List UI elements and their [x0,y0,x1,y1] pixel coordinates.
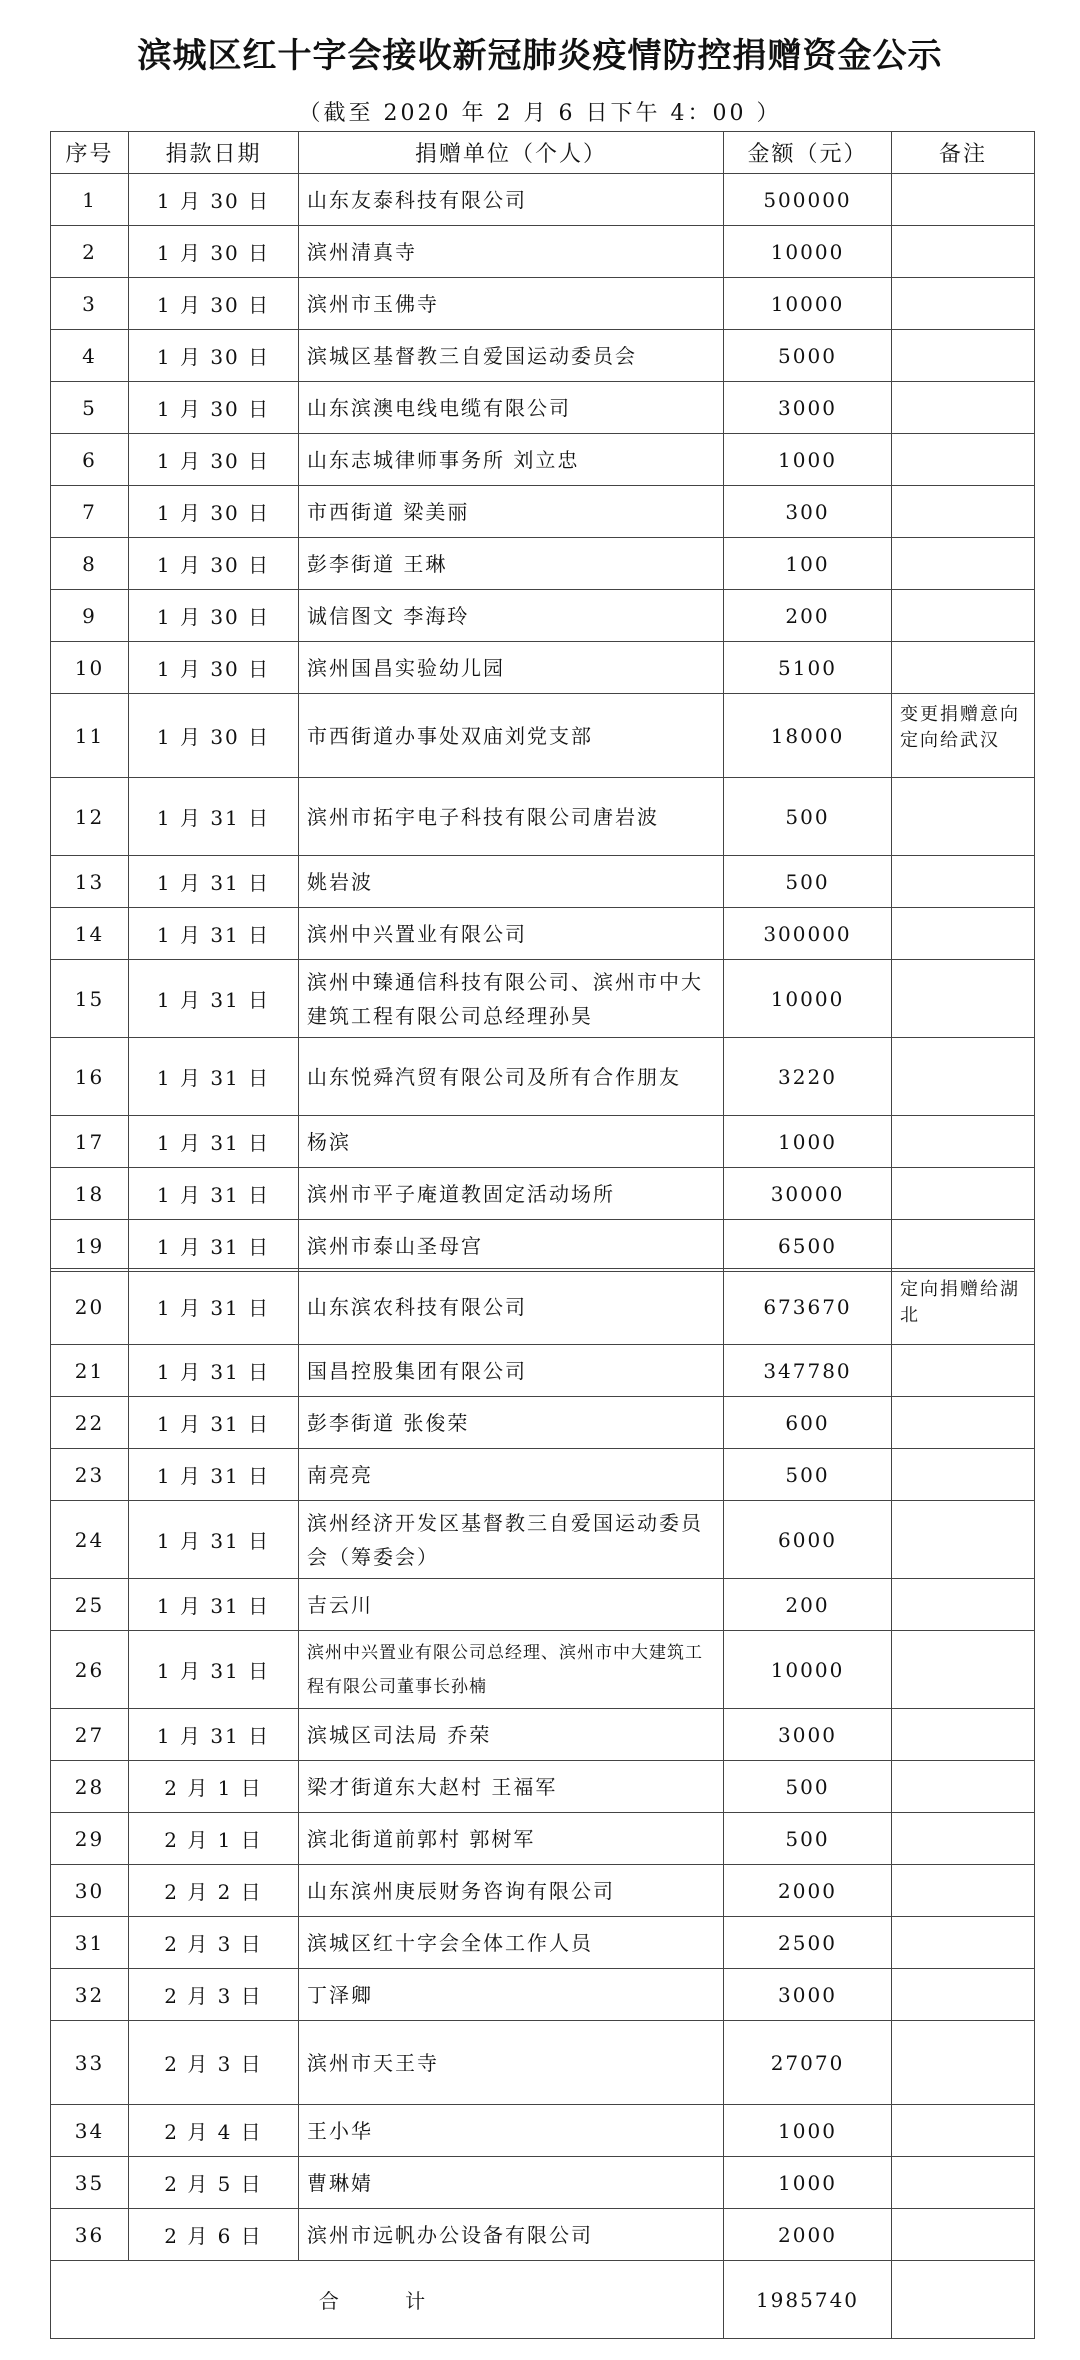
cell-seq: 7 [51,486,129,538]
cell-donor: 滨州中臻通信科技有限公司、滨州市中大建筑工程有限公司总经理孙昊 [299,960,724,1038]
cell-amount: 18000 [724,694,892,778]
table-row [51,1865,1035,1917]
table-row [51,1168,1035,1220]
table-row [51,1038,1035,1116]
cell-date: 2 月 3 日 [129,1969,299,2021]
cell-note [892,1116,1035,1168]
cell-note: 定向捐赠给湖北 [892,1269,1035,1345]
table-row [51,1269,1035,1345]
cell-amount: 2000 [724,1865,892,1917]
cell-donor: 滨州国昌实验幼儿园 [299,642,724,694]
cell-date: 2 月 1 日 [129,1813,299,1865]
cell-donor: 姚岩波 [299,856,724,908]
cell-amount: 3000 [724,1969,892,2021]
cell-amount: 5000 [724,330,892,382]
cell-seq: 3 [51,278,129,330]
cell-note [892,1969,1035,2021]
cell-seq: 14 [51,908,129,960]
cell-note [892,1865,1035,1917]
table-row [51,2105,1035,2157]
cell-amount: 600 [724,1397,892,1449]
cell-note [892,226,1035,278]
cell-note [892,1168,1035,1220]
table-row [51,2157,1035,2209]
donation-table-part-2 [50,1268,1035,2339]
cell-seq: 31 [51,1917,129,1969]
cell-date: 1 月 31 日 [129,960,299,1038]
cell-date: 1 月 30 日 [129,590,299,642]
header-note: 备注 [892,132,1035,174]
table-row [51,486,1035,538]
cell-date: 1 月 31 日 [129,1579,299,1631]
header-date: 捐款日期 [129,132,299,174]
cell-amount: 300 [724,486,892,538]
cell-donor: 王小华 [299,2105,724,2157]
cell-note [892,1631,1035,1709]
cell-date: 2 月 3 日 [129,2021,299,2105]
cell-donor: 滨州市玉佛寺 [299,278,724,330]
cell-date: 2 月 2 日 [129,1865,299,1917]
table-row [51,960,1035,1038]
table-row [51,1397,1035,1449]
cell-note [892,1501,1035,1579]
table-row [51,1501,1035,1579]
cell-note [892,590,1035,642]
cell-date: 1 月 30 日 [129,174,299,226]
table-row [51,2209,1035,2261]
cell-amount: 1000 [724,2105,892,2157]
cell-note [892,778,1035,856]
cell-seq: 26 [51,1631,129,1709]
cell-note [892,486,1035,538]
cell-seq: 10 [51,642,129,694]
cell-note [892,908,1035,960]
cell-date: 1 月 31 日 [129,1269,299,1345]
table-row [51,1631,1035,1709]
cell-donor: 国昌控股集团有限公司 [299,1345,724,1397]
cell-seq: 32 [51,1969,129,2021]
cell-donor: 滨州市拓宇电子科技有限公司唐岩波 [299,778,724,856]
cell-amount: 1000 [724,1116,892,1168]
cell-seq: 29 [51,1813,129,1865]
cell-date: 1 月 30 日 [129,226,299,278]
cell-seq: 13 [51,856,129,908]
table-row [51,1116,1035,1168]
cell-seq: 12 [51,778,129,856]
cell-seq: 23 [51,1449,129,1501]
cell-donor: 滨州市泰山圣母宫 [299,1220,724,1272]
cell-seq: 16 [51,1038,129,1116]
cell-seq: 20 [51,1269,129,1345]
cell-seq: 27 [51,1709,129,1761]
cell-amount: 500000 [724,174,892,226]
cell-note [892,434,1035,486]
cell-note [892,2021,1035,2105]
cell-donor: 滨州市平子庵道教固定活动场所 [299,1168,724,1220]
cell-amount: 2000 [724,2209,892,2261]
cell-note [892,538,1035,590]
cell-amount: 1000 [724,434,892,486]
cell-donor: 市西街道 梁美丽 [299,486,724,538]
table-row [51,382,1035,434]
cell-amount: 673670 [724,1269,892,1345]
cell-note [892,2105,1035,2157]
cell-amount: 500 [724,1813,892,1865]
cell-note [892,1709,1035,1761]
cell-note [892,1579,1035,1631]
cell-note [892,1449,1035,1501]
cell-amount: 500 [724,1449,892,1501]
cell-seq: 28 [51,1761,129,1813]
cell-note [892,642,1035,694]
cell-donor: 彭李街道 王琳 [299,538,724,590]
cell-note [892,1761,1035,1813]
cell-donor: 山东友泰科技有限公司 [299,174,724,226]
cell-note [892,1345,1035,1397]
cell-amount: 3000 [724,1709,892,1761]
cell-date: 1 月 31 日 [129,1345,299,1397]
table-row [51,278,1035,330]
table-row [51,778,1035,856]
cell-date: 1 月 30 日 [129,278,299,330]
cell-amount: 500 [724,778,892,856]
cell-note [892,1813,1035,1865]
cell-date: 1 月 30 日 [129,382,299,434]
cell-amount: 200 [724,590,892,642]
donation-table-part-1 [50,131,1035,1272]
cell-donor: 吉云川 [299,1579,724,1631]
cell-seq: 6 [51,434,129,486]
cell-date: 1 月 31 日 [129,1116,299,1168]
table-header-row [51,132,1035,174]
table-row [51,330,1035,382]
cell-donor: 滨州清真寺 [299,226,724,278]
table-row [51,538,1035,590]
cell-donor: 梁才街道东大赵村 王福军 [299,1761,724,1813]
cell-date: 1 月 31 日 [129,856,299,908]
table-row [51,694,1035,778]
cell-amount: 1000 [724,2157,892,2209]
cell-date: 2 月 4 日 [129,2105,299,2157]
cell-date: 2 月 5 日 [129,2157,299,2209]
cell-date: 1 月 30 日 [129,538,299,590]
cell-donor: 曹琳婧 [299,2157,724,2209]
cell-amount: 30000 [724,1168,892,1220]
cell-amount: 2500 [724,1917,892,1969]
cell-seq: 4 [51,330,129,382]
cell-note [892,1220,1035,1272]
cell-date: 1 月 30 日 [129,642,299,694]
cell-seq: 35 [51,2157,129,2209]
header-amount: 金额（元） [724,132,892,174]
cell-date: 1 月 30 日 [129,486,299,538]
cell-date: 1 月 31 日 [129,1038,299,1116]
cell-note [892,2157,1035,2209]
cell-amount: 6500 [724,1220,892,1272]
cell-amount: 500 [724,856,892,908]
cell-seq: 5 [51,382,129,434]
cell-seq: 24 [51,1501,129,1579]
table-row [51,1761,1035,1813]
cell-donor: 南亮亮 [299,1449,724,1501]
cell-seq: 11 [51,694,129,778]
cell-date: 1 月 30 日 [129,694,299,778]
cell-date: 1 月 31 日 [129,1631,299,1709]
cell-date: 1 月 31 日 [129,1168,299,1220]
page-subtitle: （截至 2020 年 2 月 6 日下午 4：00 ） [298,101,782,126]
cell-amount: 27070 [724,2021,892,2105]
cell-seq: 22 [51,1397,129,1449]
cell-amount: 100 [724,538,892,590]
cell-date: 2 月 3 日 [129,1917,299,1969]
cell-note [892,1917,1035,1969]
cell-donor: 滨州经济开发区基督教三自爱国运动委员会（筹委会） [299,1501,724,1579]
cell-seq: 17 [51,1116,129,1168]
cell-seq: 15 [51,960,129,1038]
page-title: 滨城区红十字会接收新冠肺炎疫情防控捐赠资金公示 [137,36,943,76]
cell-note [892,856,1035,908]
table-row [51,226,1035,278]
cell-seq: 30 [51,1865,129,1917]
cell-seq: 21 [51,1345,129,1397]
header-donor: 捐赠单位（个人） [299,132,724,174]
cell-donor: 诚信图文 李海玲 [299,590,724,642]
cell-donor: 滨北街道前郭村 郭树军 [299,1813,724,1865]
cell-donor: 滨州市天王寺 [299,2021,724,2105]
cell-seq: 34 [51,2105,129,2157]
cell-note [892,1038,1035,1116]
cell-date: 2 月 1 日 [129,1761,299,1813]
cell-donor: 山东志城律师事务所 刘立忠 [299,434,724,486]
table-row [51,1969,1035,2021]
cell-amount: 10000 [724,960,892,1038]
cell-donor: 杨滨 [299,1116,724,1168]
cell-note: 变更捐赠意向定向给武汉 [892,694,1035,778]
cell-seq: 9 [51,590,129,642]
cell-amount: 500 [724,1761,892,1813]
cell-seq: 8 [51,538,129,590]
table-row [51,174,1035,226]
cell-note [892,382,1035,434]
table-row [51,1813,1035,1865]
cell-amount: 10000 [724,226,892,278]
cell-seq: 1 [51,174,129,226]
cell-donor: 滨城区基督教三自爱国运动委员会 [299,330,724,382]
cell-date: 1 月 31 日 [129,908,299,960]
cell-date: 1 月 31 日 [129,1220,299,1272]
cell-note [892,174,1035,226]
table-row [51,1709,1035,1761]
cell-date: 2 月 6 日 [129,2209,299,2261]
cell-seq: 36 [51,2209,129,2261]
cell-donor: 市西街道办事处双庙刘党支部 [299,694,724,778]
cell-note [892,278,1035,330]
cell-amount: 3000 [724,382,892,434]
cell-date: 1 月 30 日 [129,434,299,486]
cell-note [892,1397,1035,1449]
total-note [892,2261,1035,2339]
cell-donor: 滨州中兴置业有限公司总经理、滨州市中大建筑工程有限公司董事长孙楠 [299,1631,724,1709]
table-row [51,642,1035,694]
cell-donor: 滨州中兴置业有限公司 [299,908,724,960]
cell-donor: 滨城区司法局 乔荣 [299,1709,724,1761]
cell-donor: 丁泽卿 [299,1969,724,2021]
cell-date: 1 月 31 日 [129,1501,299,1579]
table-row [51,1579,1035,1631]
cell-note [892,2209,1035,2261]
cell-donor: 山东悦舜汽贸有限公司及所有合作朋友 [299,1038,724,1116]
cell-seq: 33 [51,2021,129,2105]
cell-amount: 5100 [724,642,892,694]
total-row [51,2261,1035,2339]
cell-date: 1 月 31 日 [129,1449,299,1501]
cell-donor: 山东滨澳电线电缆有限公司 [299,382,724,434]
cell-amount: 3220 [724,1038,892,1116]
table-row [51,1345,1035,1397]
table-row [51,2021,1035,2105]
cell-seq: 25 [51,1579,129,1631]
cell-note [892,960,1035,1038]
cell-note [892,330,1035,382]
cell-amount: 10000 [724,1631,892,1709]
table-row [51,1917,1035,1969]
cell-date: 1 月 30 日 [129,330,299,382]
table-row [51,1449,1035,1501]
cell-amount: 300000 [724,908,892,960]
cell-seq: 18 [51,1168,129,1220]
total-amount: 1985740 [724,2261,892,2339]
cell-date: 1 月 31 日 [129,1397,299,1449]
table-row [51,434,1035,486]
cell-donor: 滨州市远帆办公设备有限公司 [299,2209,724,2261]
cell-seq: 2 [51,226,129,278]
cell-amount: 10000 [724,278,892,330]
cell-amount: 347780 [724,1345,892,1397]
table-row [51,856,1035,908]
table-row [51,1220,1035,1272]
cell-donor: 山东滨农科技有限公司 [299,1269,724,1345]
table-row [51,590,1035,642]
cell-donor: 彭李街道 张俊荣 [299,1397,724,1449]
cell-donor: 滨城区红十字会全体工作人员 [299,1917,724,1969]
cell-donor: 山东滨州庚辰财务咨询有限公司 [299,1865,724,1917]
table-row [51,908,1035,960]
cell-seq: 19 [51,1220,129,1272]
header-seq: 序号 [51,132,129,174]
cell-amount: 200 [724,1579,892,1631]
cell-date: 1 月 31 日 [129,778,299,856]
cell-date: 1 月 31 日 [129,1709,299,1761]
cell-amount: 6000 [724,1501,892,1579]
total-label: 合 计 [51,2261,724,2339]
